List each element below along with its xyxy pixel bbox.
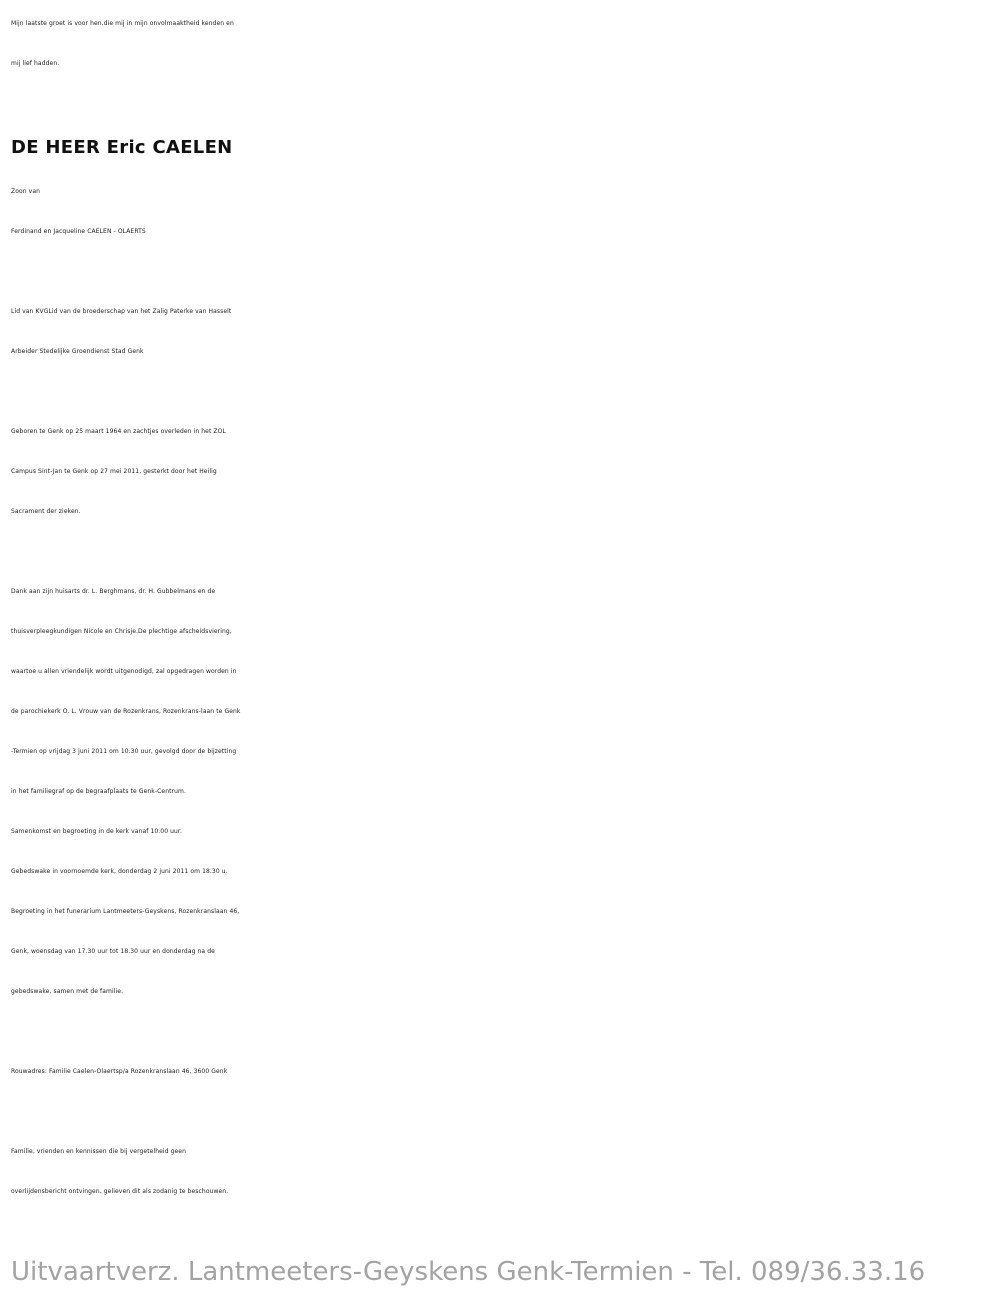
address-line: Rouwadres: Familie Caelen-Olaertsp/a Rozenkranslaan 46, 3600 Genk bbox=[11, 1068, 228, 1075]
funeral-home-footer: Uitvaartverz. Lantmeeters-Geyskens Genk-Termien - Tel. 089/36.33.16 bbox=[11, 1257, 926, 1287]
deceased-name: DE HEER Eric CAELEN bbox=[11, 137, 233, 158]
closing-line: overlijdensbericht ontvingen, gelieven dit als zodanig te beschouwen. bbox=[11, 1188, 229, 1195]
parents-line: Zoon van bbox=[11, 188, 40, 195]
ceremony-line: de parochiekerk O. L. Vrouw van de Rozenkrans, Rozenkrans-laan te Genk bbox=[11, 708, 241, 715]
ceremony-line: Samenkomst en begroeting in de kerk vanaf 10.00 uur. bbox=[11, 828, 182, 835]
membership-line: Lid van KVGLid van de broederschap van het Zalig Paterke van Hasselt bbox=[11, 308, 232, 315]
ceremony-line: Dank aan zijn huisarts dr. L. Berghmans, dr. H. Gubbelmans en de bbox=[11, 588, 216, 595]
membership-line: Arbeider Stedelijke Groendienst Stad Genk bbox=[11, 348, 144, 355]
ceremony-section bbox=[11, 572, 996, 1012]
ceremony-line: in het familiegraf op de begraafplaats te Genk-Centrum. bbox=[11, 788, 186, 795]
intro-line: mij lief hadden. bbox=[11, 60, 60, 67]
birth-death-line: Campus Sint-Jan te Genk op 27 mei 2011, gesterkt door het Heilig bbox=[11, 468, 217, 475]
obituary-notice bbox=[11, 4, 996, 1212]
closing-line: Familie, vrienden en kennissen die bij vergetelheid geen bbox=[11, 1148, 187, 1155]
birth-death-line: Geboren te Genk op 25 maart 1964 en zachtjes overleden in het ZOL bbox=[11, 428, 226, 435]
ceremony-line: thuisverpleegkundigen Nicole en Chrisje.De plechtige afscheidsviering, bbox=[11, 628, 232, 635]
ceremony-line: Genk, woensdag van 17.30 uur tot 18.30 uur en donderdag na de bbox=[11, 948, 215, 955]
ceremony-line: gebedswake, samen met de familie. bbox=[11, 988, 124, 995]
ceremony-line: Gebedswake in voornoemde kerk, donderdag 2 juni 2011 om 18.30 u. bbox=[11, 868, 228, 875]
parents-line: Ferdinand en Jacqueline CAELEN - OLAERTS bbox=[11, 228, 146, 235]
ceremony-line: waartoe u allen vriendelijk wordt uitgenodigd, zal opgedragen worden in bbox=[11, 668, 237, 675]
ceremony-line: Begroeting in het funerarium Lantmeeters-Geyskens, Rozenkranslaan 46, bbox=[11, 908, 240, 915]
intro-line: Mijn laatste groet is voor hen,die mij in mijn onvolmaaktheid kenden en bbox=[11, 20, 234, 27]
parents-section bbox=[11, 172, 996, 252]
birth-death-line: Sacrament der zieken. bbox=[11, 508, 81, 515]
ceremony-line: -Termien op vrijdag 3 juni 2011 om 10.30 uur, gevolgd door de bijzetting bbox=[11, 748, 237, 755]
intro-quote bbox=[11, 4, 996, 84]
address-section bbox=[11, 1052, 996, 1092]
birth-death-section bbox=[11, 412, 996, 532]
closing-section bbox=[11, 1132, 996, 1212]
memberships-section bbox=[11, 292, 996, 372]
